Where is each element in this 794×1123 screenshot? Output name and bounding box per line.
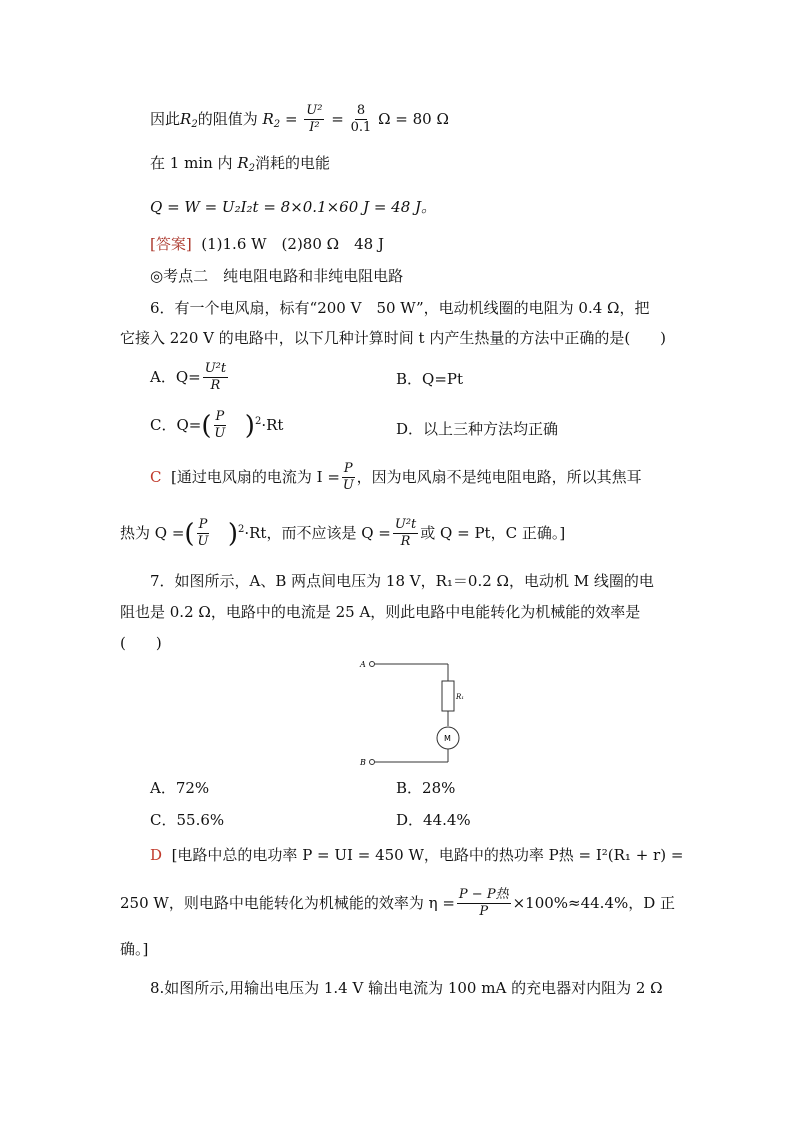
label-r1: R₁ [456, 693, 465, 701]
label-m: M [444, 734, 451, 743]
q6-option-c: C．Q=( $\frac{P}{U}$ )$^2$·Rt [150, 409, 284, 442]
q7-line2: 阻也是 0.2 Ω，电路中的电流是 25 A，则此电路中电能转化为机械能的效率是 [120, 603, 641, 621]
resistor-r1 [442, 681, 454, 711]
label-a: A [360, 660, 366, 669]
answer-tag: [答案] [150, 235, 192, 253]
q7-option-d: D．44.4% [396, 811, 471, 829]
q7-explanation-line3: 确。] [120, 940, 149, 958]
q7-explanation-line1: D [电路中总的电功率 P = UI = 450 W，电路中的热功率 P热 = I²(R₁ + r) = [150, 846, 684, 864]
q6-line2: 它接入 220 V 的电路中，以下几种计算时间 t 内产生热量的方法中正确的是( ) [120, 329, 667, 347]
q6-option-a: A．Q= $\frac{\text{U²t}}{R}$ [150, 361, 227, 394]
q7-answer-letter: D [150, 846, 163, 864]
q7-explanation-line2: 250 W，则电路中电能转化为机械能的效率为 η = $\frac{\text{P − P热}}{P}$ ×100%≈44.4%，D 正 [120, 887, 676, 920]
q7-line1: 7．如图所示，A、B 两点间电压为 18 V，R₁＝0.2 Ω，电动机 M 线圈的电 [150, 572, 654, 590]
section-heading: ◎考点二 纯电阻电路和非纯电阻电路 [150, 267, 404, 285]
q6-answer-letter: C [150, 467, 162, 486]
q7-option-c: C．55.6% [150, 811, 225, 829]
var-r2: $R_2$ [180, 109, 198, 130]
q6-explanation-line2: 热为 Q =( $\frac{P}{U}$ )$^2$·Rt，而不应该是 Q = $\frac{\text{U²t}}{R}$ 或 Q = Pt，C 正确。] [120, 517, 566, 550]
fraction-u2-i2: $\frac{\text{U²}}{\text{I²}}$ [306, 103, 323, 136]
q6-line1: 6．有一个电风扇，标有“200 V 50 W”，电动机线圈的电阻为 0.4 Ω，把 [150, 299, 650, 317]
q7-option-a: A．72% [150, 779, 210, 797]
line-energy-intro: 在 1 min 内 $R_2$消耗的电能 [150, 154, 330, 174]
q6-explanation-line1: C [通过电风扇的电流为 I = $\frac{P}{U}$ ，因为电风扇不是纯电阻电路，所以其焦耳 [150, 461, 642, 494]
line-energy-calc: Q = W = U₂I₂t = 8×0.1×60 J = 48 J。 [150, 198, 437, 216]
q7-line3: ( ) [120, 634, 162, 652]
label-b: B [360, 758, 366, 767]
terminal-b [370, 760, 375, 765]
q6-option-b: B．Q=Pt [396, 370, 464, 388]
circuit-diagram [350, 655, 470, 770]
q8-line1: 8.如图所示,用输出电压为 1.4 V 输出电流为 100 mA 的充电器对内阻为 2 Ω [150, 979, 663, 997]
fraction-8-01: $\frac{8}{0.1}$ [350, 103, 372, 136]
terminal-a [370, 662, 375, 667]
q6-option-d: D．以上三种方法均正确 [396, 420, 559, 438]
q7-option-b: B．28% [396, 779, 456, 797]
line-answer: [答案] (1)1.6 W (2)80 Ω 48 J [150, 235, 384, 253]
line-r2-value: 因此$R_2$的阻值为 $R_2$ = $\frac{\text{U²}}{\text{I²}}$ = $\frac{8}{0.1}$ Ω = 80 Ω [150, 103, 449, 136]
